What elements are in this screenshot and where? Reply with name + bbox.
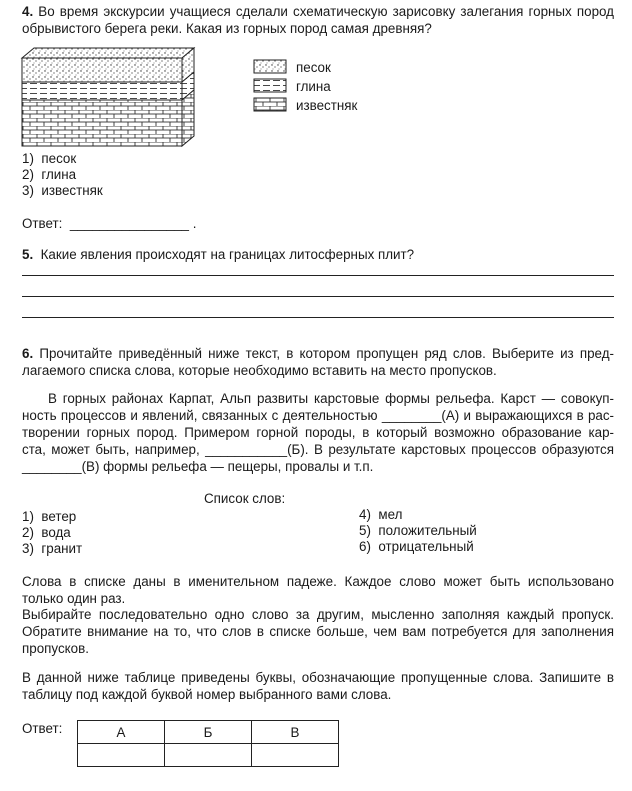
legend-limestone-swatch — [254, 98, 286, 111]
q6-answer-table — [77, 720, 339, 767]
legend-clay-label: глина — [296, 79, 331, 94]
legend-sand-label: песок — [296, 60, 331, 75]
word-list-title: Список слов: — [204, 491, 286, 506]
limestone-layer-side — [182, 90, 194, 146]
q4-text-1: Во время экскурсии учащиеся сделали схематическую зарисовку залегания горных пород — [38, 4, 614, 19]
limestone-layer-front — [22, 100, 182, 146]
q5-text-line — [22, 246, 414, 263]
answer-table-input-row — [78, 744, 339, 767]
legend-swatches — [253, 58, 289, 114]
q5-answer-rule-3[interactable] — [22, 317, 614, 318]
q6-paragraph-line-1: В горных районах Карпат, Альп развиты карстовые формы рельефа. Карст — совокуп- — [48, 391, 614, 406]
word-4: 4) мел — [359, 507, 403, 522]
answer-table-header-row — [78, 721, 339, 744]
q6-paragraph-line-3: творении горных пород. Примером горной породы, в который возможно образование кар- — [22, 425, 614, 440]
q4-answer-blank[interactable]: ________________ . — [69, 216, 197, 231]
q6-note-3b: таблицу под каждой буквой номер выбранного вами слова. — [22, 687, 392, 702]
answer-cell-a[interactable] — [78, 744, 165, 767]
q5-answer-rule-1[interactable] — [22, 275, 614, 276]
legend-sand-swatch — [254, 60, 286, 73]
q6-intro-line-1: 6. Прочитайте приведённый ниже текст, в котором пропущен ряд слов. Выберите из пред- — [22, 346, 614, 361]
answer-header-v: В — [252, 721, 339, 744]
q4-answer-line — [22, 215, 196, 232]
answer-cell-b[interactable] — [165, 744, 252, 767]
q5-text: Какие явления происходят на границах литосферных плит? — [40, 247, 415, 262]
q6-note-1b: только один раз. — [22, 591, 126, 606]
q6-note-2c: пропусков. — [22, 641, 89, 656]
q5-number: 5. — [22, 247, 34, 262]
clay-layer-front — [22, 82, 182, 100]
q4-number: 4. — [22, 4, 34, 19]
word-2: 2) вода — [22, 525, 71, 540]
sand-layer-front — [22, 58, 182, 82]
q4-text-line-1 — [22, 3, 614, 20]
word-3: 3) гранит — [22, 541, 83, 556]
q5-answer-rule-2[interactable] — [22, 296, 614, 297]
answer-header-a: А — [78, 721, 165, 744]
sand-layer-top — [22, 48, 194, 58]
q6-intro-line-2: лагаемого списка слова, которые необходимо вставить на место пропусков. — [22, 363, 497, 378]
rock-layers-diagram — [20, 46, 242, 150]
q6-paragraph-line-4: ста, может быть, например, ___________(Б). В результате карстовых процессов образуются — [22, 442, 614, 457]
q6-paragraph-line-5: ________(В) формы рельефа — пещеры, провалы и т.п. — [22, 459, 374, 474]
q4-answer-label: Ответ: — [22, 216, 63, 231]
q4-option-2: 2) глина — [22, 167, 77, 182]
q6-note-1a: Слова в списке даны в именительном падеже. Каждое слово может быть использовано — [22, 574, 614, 589]
word-1: 1) ветер — [22, 509, 77, 524]
q6-number: 6. — [22, 346, 34, 361]
q4-option-3: 3) известняк — [22, 183, 103, 198]
q4-text-line-2: обрывистого берега реки. Какая из горных пород самая древняя? — [22, 21, 432, 36]
q6-note-3a: В данной ниже таблице приведены буквы, обозначающие пропущенные слова. Запишите в — [22, 670, 614, 685]
q6-note-2b: Обратите внимание на то, что слов в списке больше, чем вам потребуется для заполнения — [22, 624, 614, 639]
q6-paragraph-line-2: ность процессов и явлений, связанных с деятельностью ________(А) и выражающихся в рас- — [22, 408, 614, 423]
legend-limestone-label: известняк — [296, 98, 358, 113]
q6-note-2a: Выбирайте последовательно одно слово за другим, мысленно заполняя каждый пропуск. — [22, 607, 614, 622]
answer-cell-v[interactable] — [252, 744, 339, 767]
legend-clay-swatch — [254, 79, 286, 92]
answer-header-b: Б — [165, 721, 252, 744]
q4-option-1: 1) песок — [22, 151, 77, 166]
word-6: 6) отрицательный — [359, 539, 474, 554]
word-5: 5) положительный — [359, 523, 477, 538]
q6-answer-label: Ответ: — [22, 721, 63, 736]
